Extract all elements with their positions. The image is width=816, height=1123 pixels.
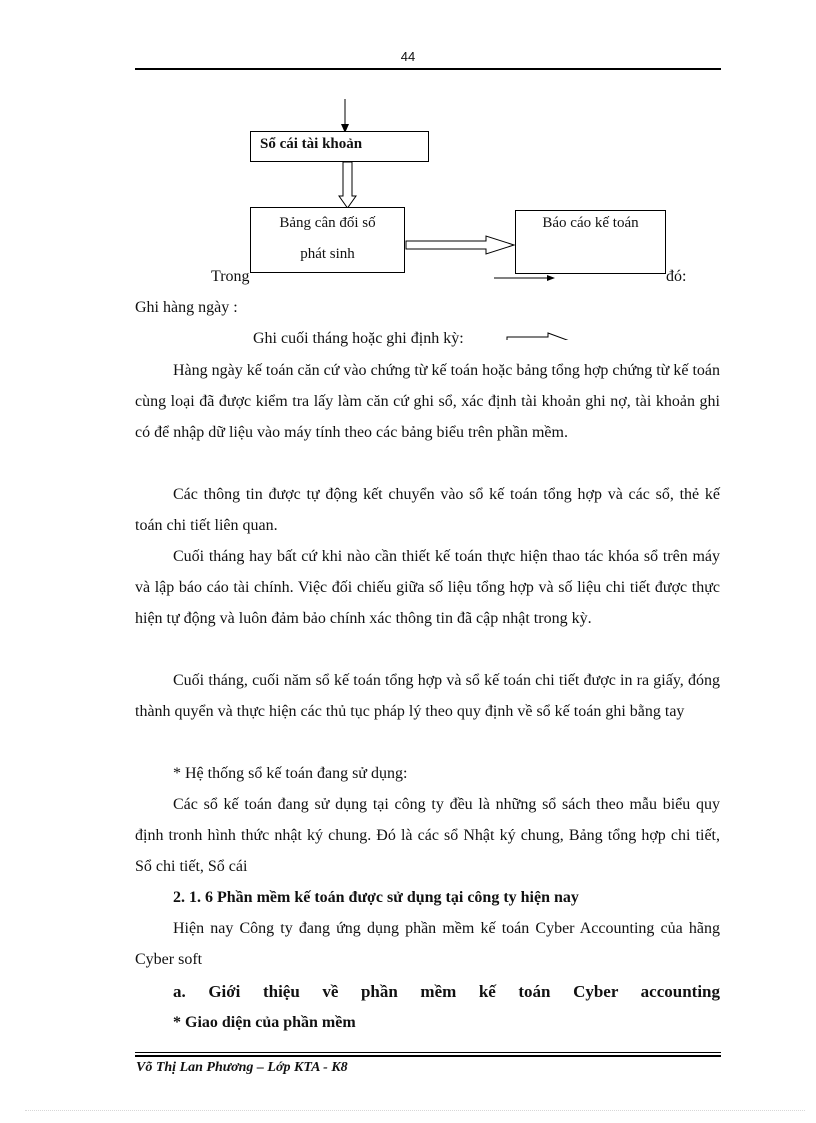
paragraph-7-text: Hiện nay Công ty đang ứng dụng phần mềm kế toán Cyber Accounting của hãng Cyber soft <box>135 920 720 968</box>
section-heading <box>135 882 720 913</box>
legend-ghi-cuoi-thang: Ghi cuối tháng hoặc ghi định kỳ: <box>253 330 464 347</box>
legend-trong: Trong <box>211 268 250 285</box>
paragraph-3 <box>135 541 720 634</box>
box-bang-line2: phát sinh <box>300 246 355 262</box>
legend-do: đó: <box>666 268 687 285</box>
box-bang-line1: Bảng cân đối số <box>279 215 376 231</box>
paragraph-5 <box>135 758 720 789</box>
box-so-cai-tai-khoan <box>250 131 429 162</box>
legend-solid-arrow-head <box>547 275 555 281</box>
box-bao-cao-label: Báo cáo kế toán <box>542 215 639 231</box>
paragraph-2 <box>135 479 720 541</box>
paragraph-4 <box>135 665 720 727</box>
paragraph-3-text: Cuối tháng hay bất cứ khi nào cần thiết kế toán thực hiện thao tác khóa sổ trên máy và lập báo cáo tài chính. Việc đối chiếu giữa số liệu tổng hợp và số liệu chi tiết được thực hiện tự động và luôn đảm bảo chính xác thông tin đã cập nhật trong kỳ. <box>135 548 720 627</box>
paragraph-5-text: * Hệ thống sổ kế toán đang sử dụng: <box>173 765 408 782</box>
flow-diagram-arrows <box>0 0 816 340</box>
paragraph-4-text: Cuối tháng, cuối năm sổ kế toán tổng hợp và sổ kế toán chi tiết được in ra giấy, đóng thành quyển và thực hiện các thủ tục pháp lý theo quy định về sổ kế toán ghi bằng tay <box>135 672 720 720</box>
legend-hollow-arrow <box>507 333 567 340</box>
paragraph-2-text: Các thông tin được tự động kết chuyển vào sổ kế toán tổng hợp và các sổ, thẻ kế toán chi tiết liên quan. <box>135 486 720 534</box>
hollow-arrow-down <box>339 162 356 208</box>
section-heading-text: 2. 1. 6 Phần mềm kế toán được sử dụng tại công ty hiện nay <box>173 889 579 906</box>
box-bao-cao-ke-toan <box>515 210 666 274</box>
footer-author: Võ Thị Lan Phương – Lớp KTA - K8 <box>136 1060 348 1075</box>
subheading-b: * Giao diện của phần mềm <box>173 1014 356 1031</box>
page-number: 44 <box>400 49 416 64</box>
paragraph-6-text: Các sổ kế toán đang sử dụng tại công ty đều là những sổ sách theo mẫu biểu quy định tronh hình thức nhật ký chung. Đó là các sổ Nhật ký chung, Bảng tổng hợp chi tiết, Sổ chi tiết, Sổ cái <box>135 796 720 875</box>
paragraph-6 <box>135 789 720 882</box>
subheading-a: a. Giới thiệu về phần mềm kế toán Cyber accounting <box>173 982 720 1001</box>
hollow-arrow-right <box>406 236 514 254</box>
page-edge-dots <box>25 1110 805 1111</box>
paragraph-7 <box>135 913 720 975</box>
box-so-cai-label: Sổ cái tài khoản <box>260 136 363 152</box>
footer-rule-thick <box>135 1055 721 1057</box>
footer-rule-thin <box>135 1052 721 1053</box>
paragraph-1-text: Hàng ngày kế toán căn cứ vào chứng từ kế toán hoặc bảng tổng hợp chứng từ kế toán cùng loại đã được kiểm tra lấy làm căn cứ ghi sổ, xác định tài khoản ghi nợ, tài khoản ghi có để nhập dữ liệu vào máy tính theo các bảng biểu trên phần mềm. <box>135 362 720 441</box>
legend-ghi-hang-ngay: Ghi hàng ngày : <box>135 299 238 316</box>
box-bang-can-doi <box>250 207 405 273</box>
paragraph-1 <box>135 355 720 448</box>
